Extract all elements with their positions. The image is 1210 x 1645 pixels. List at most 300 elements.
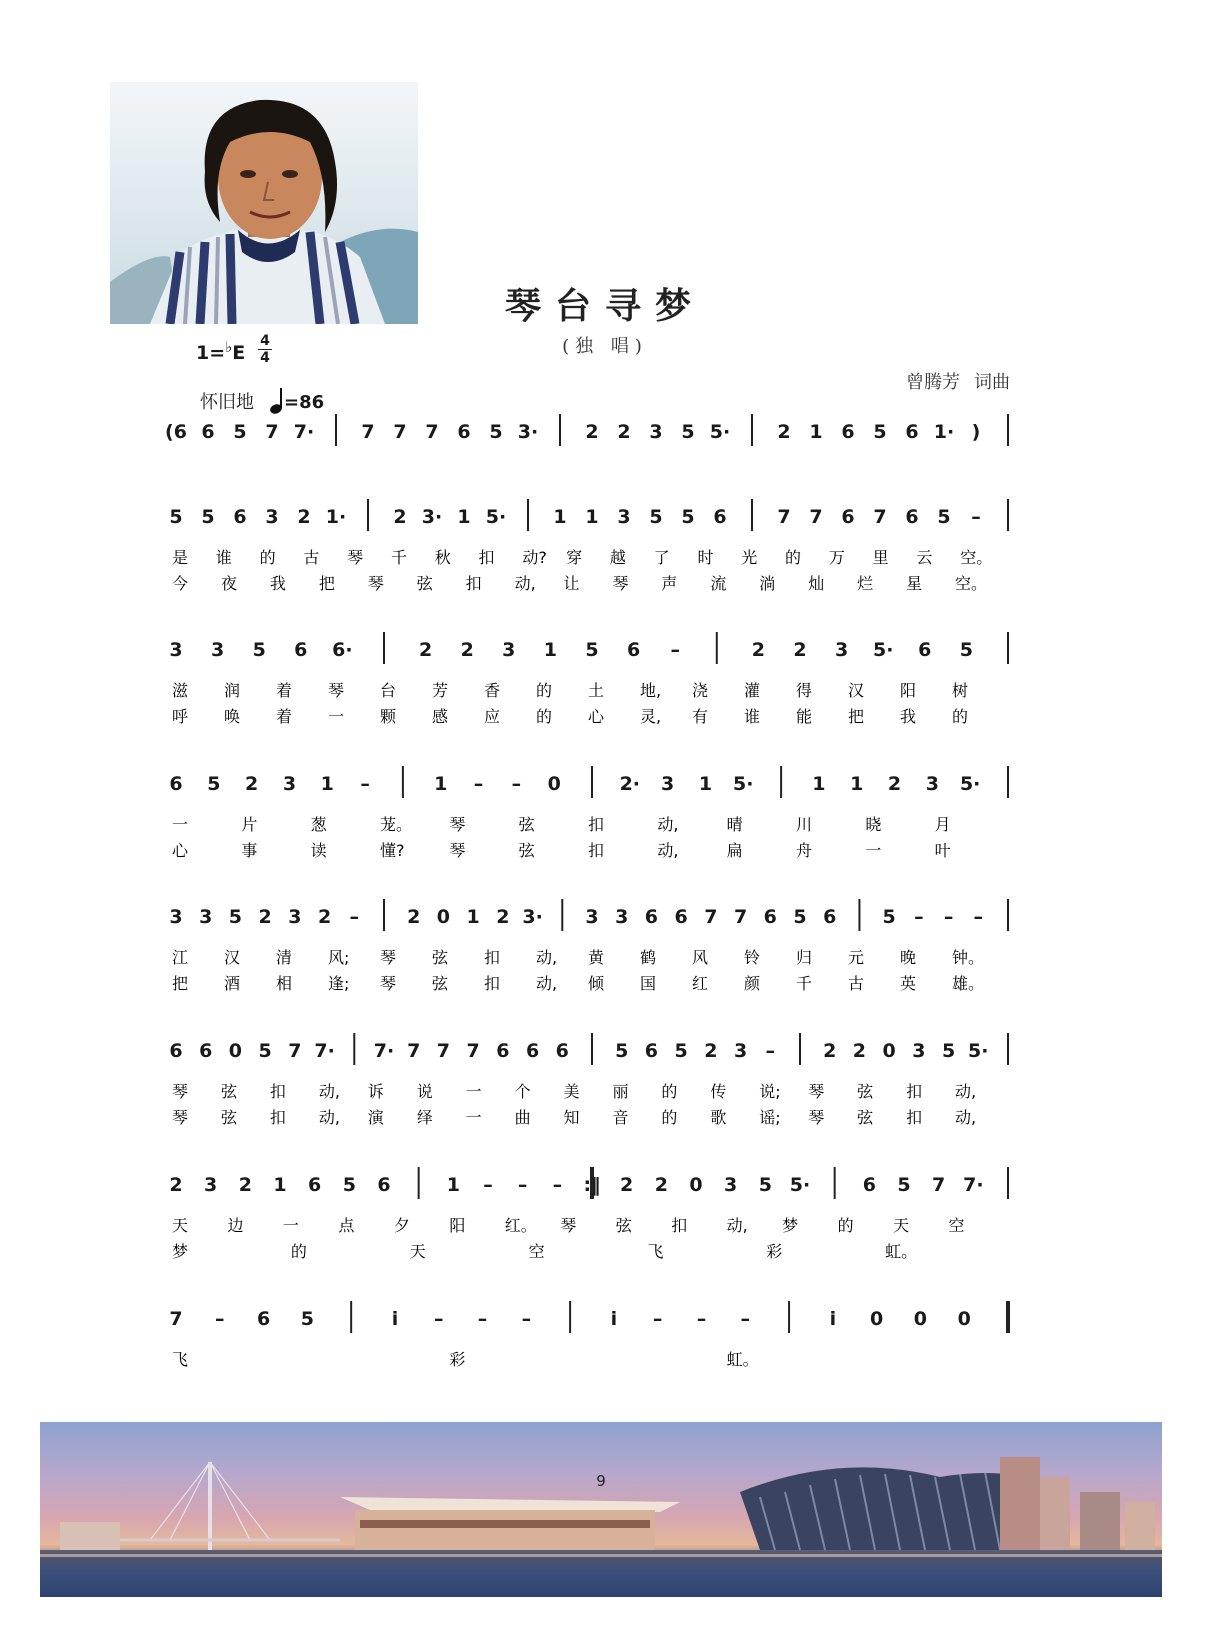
lyric-verse-1: 红。 — [504, 1216, 537, 1235]
lyric-verse-1: 天 — [172, 1216, 189, 1235]
lyric-verse-1: 琴 — [172, 1082, 189, 1101]
lyric-verse-2: 事 — [241, 841, 258, 860]
note: 2 — [823, 1040, 837, 1062]
note: 3· — [421, 506, 443, 528]
note: 1 — [812, 773, 826, 795]
lyric-verse-2: 今 — [172, 574, 189, 593]
score-line — [165, 414, 1008, 446]
lyric-verse-2: 的 — [290, 1242, 307, 1261]
score-line — [169, 1167, 1008, 1261]
lyric-verse-1: 茏。 — [380, 815, 413, 834]
note: – — [914, 906, 924, 928]
lyric-verse-2: 雄。 — [952, 974, 985, 993]
lyric-verse-2: 酒 — [224, 974, 241, 993]
note: 1· — [325, 506, 347, 528]
lyric-verse-2: 一 — [865, 841, 882, 860]
lyric-verse-2: 动, — [514, 574, 536, 593]
lyric-verse-2: 让 — [563, 574, 580, 593]
note: 2 — [777, 421, 791, 443]
note: 6 — [862, 1174, 876, 1196]
note: 6 — [823, 906, 837, 928]
lyric-verse-2: 烂 — [857, 574, 874, 593]
lyric-verse-2: 星 — [906, 574, 923, 593]
lyric-verse-2: 扣 — [269, 1108, 286, 1127]
note: 2 — [317, 906, 332, 928]
lyric-verse-2: 扣 — [484, 974, 501, 993]
note: 7 — [169, 1308, 183, 1330]
note: 6 — [626, 639, 641, 661]
note: 3 — [199, 906, 213, 928]
lyric-verse-1: 扣 — [478, 548, 495, 567]
note: 5· — [709, 421, 731, 443]
lyric-verse-2: 梦 — [172, 1242, 189, 1261]
note: 5 — [873, 421, 887, 443]
note: 6 — [201, 421, 215, 443]
note: 5 — [937, 506, 951, 528]
note: 5 — [233, 421, 247, 443]
note: 6· — [332, 639, 353, 661]
lyric-verse-2: 飞 — [647, 1242, 664, 1261]
note: 2 — [258, 906, 272, 928]
note: – — [433, 1308, 444, 1330]
note: 2 — [852, 1040, 867, 1062]
note: 6 — [905, 421, 919, 443]
note: 6 — [169, 773, 183, 795]
lyric-verse-2: 着 — [276, 707, 293, 726]
note: 3 — [649, 421, 663, 443]
lyric-verse-2: 把 — [318, 574, 335, 593]
note: 7· — [293, 421, 315, 443]
note: 0 — [913, 1308, 928, 1330]
lyric-verse-1: 动, — [955, 1082, 977, 1101]
lyric-verse-1: 里 — [872, 548, 889, 567]
note: (6 — [165, 421, 187, 443]
tempo-value: =86 — [284, 392, 325, 413]
lyric-verse-1: 古 — [303, 548, 320, 567]
lyric-verse-1: 弦 — [615, 1216, 632, 1235]
note: 2 — [620, 1174, 634, 1196]
lyric-verse-2: 动, — [536, 974, 558, 993]
lyric-verse-1: 说 — [416, 1082, 433, 1101]
lyric-verse-2: 动, — [657, 841, 679, 860]
note: 7 — [393, 421, 407, 443]
lyric-verse-1: 琴 — [560, 1216, 577, 1235]
lyric-verse-2: 扣 — [906, 1108, 923, 1127]
lyric-verse-1: 汉 — [224, 948, 241, 967]
lyric-verse-2: 心 — [588, 707, 605, 726]
lyric-verse-2: 倾 — [588, 974, 605, 993]
lyric-verse-2: 琴 — [367, 574, 384, 593]
lyric-verse-2: 琴 — [449, 841, 466, 860]
score-line — [169, 1033, 1008, 1127]
lyric-verse-2: 歌 — [710, 1108, 727, 1127]
lyric-verse-1: 浇 — [692, 681, 709, 700]
lyric-verse-2: 国 — [640, 974, 657, 993]
note: 5 — [793, 906, 807, 928]
lyric-verse-1: 芳 — [432, 681, 449, 700]
note: – — [552, 1174, 563, 1196]
lyric-verse-2: 淌 — [759, 574, 776, 593]
lyric-verse-1: 虹。 — [726, 1350, 759, 1369]
lyric-verse-2: 灵, — [640, 707, 662, 726]
lyric-verse-2: 动, — [318, 1108, 340, 1127]
note: 3 — [661, 773, 675, 795]
lyric-verse-1: 说; — [759, 1082, 781, 1101]
note: 2 — [617, 421, 631, 443]
lyric-verse-1: 灌 — [744, 681, 761, 700]
lyric-verse-2: 我 — [269, 574, 286, 593]
note: 5 — [882, 906, 896, 928]
note: 6 — [457, 421, 471, 443]
note: 5· — [959, 773, 981, 795]
note: 7 — [265, 421, 279, 443]
note: 1 — [809, 421, 823, 443]
note: – — [473, 773, 484, 795]
lyric-verse-1: 弦 — [220, 1082, 237, 1101]
footer-banner — [40, 1422, 1162, 1597]
note: 3 — [288, 906, 302, 928]
lyric-verse-1: 一 — [172, 815, 189, 834]
lyric-verse-1: 美 — [563, 1082, 580, 1101]
lyric-verse-1: 晴 — [726, 815, 743, 834]
note: 2 — [751, 639, 766, 661]
lyric-verse-1: 动, — [726, 1216, 748, 1235]
lyric-verse-2: 弦 — [416, 574, 433, 593]
note: 5· — [968, 1040, 989, 1062]
note: 5 — [941, 1040, 956, 1062]
lyric-verse-1: 黄 — [588, 948, 605, 967]
note: 3 — [733, 1040, 748, 1062]
note: 6 — [525, 1040, 540, 1062]
note: 0 — [689, 1174, 703, 1196]
lyric-verse-1: 树 — [952, 681, 969, 700]
lyric-verse-1: 晓 — [865, 815, 882, 834]
note: 3 — [724, 1174, 738, 1196]
lyric-verse-1: 天 — [893, 1216, 910, 1235]
lyric-verse-1: 琴 — [347, 548, 364, 567]
note: 1 — [553, 506, 567, 528]
lyric-verse-1: 元 — [848, 948, 865, 967]
key-prefix: 1= — [196, 342, 226, 364]
lyric-verse-2: 颜 — [744, 974, 761, 993]
note: 3 — [282, 773, 297, 795]
lyric-verse-1: 阳 — [900, 681, 917, 700]
lyric-verse-2: 英 — [900, 974, 917, 993]
note: 6 — [841, 506, 855, 528]
note: 5 — [585, 639, 599, 661]
note: 3 — [204, 1174, 218, 1196]
lyric-verse-1: 琴 — [449, 815, 466, 834]
note: – — [215, 1308, 225, 1330]
note: 3· — [517, 421, 539, 443]
note: 3 — [585, 906, 599, 928]
lyric-verse-1: 归 — [796, 948, 813, 967]
lyric-verse-1: 动? — [522, 548, 547, 567]
note: 5 — [300, 1308, 314, 1330]
note: 2 — [585, 421, 599, 443]
lyric-verse-1: 的 — [837, 1216, 854, 1235]
note: 6 — [713, 506, 727, 528]
page-number: 9 — [596, 1472, 606, 1490]
note: 3 — [834, 639, 849, 661]
note: 5 — [615, 1040, 629, 1062]
lyric-verse-1: 的 — [259, 548, 276, 567]
lyric-verse-1: 万 — [828, 548, 845, 567]
note: i — [829, 1308, 837, 1330]
note: 2 — [245, 773, 259, 795]
lyric-verse-2: 懂? — [380, 841, 405, 860]
note: – — [477, 1308, 488, 1330]
lyric-verse-1: 梦 — [782, 1216, 799, 1235]
lyric-verse-2: 灿 — [808, 574, 825, 593]
lyric-verse-2: 琴 — [808, 1108, 825, 1127]
note: – — [696, 1308, 707, 1330]
note: 0 — [882, 1040, 896, 1062]
lyric-verse-1: 扣 — [484, 948, 501, 967]
note: 7· — [373, 1040, 395, 1062]
lyric-verse-1: 动, — [318, 1082, 340, 1101]
lyric-verse-1: 琴 — [380, 948, 397, 967]
note: 3 — [615, 906, 629, 928]
note: – — [360, 773, 370, 795]
lyric-verse-2: 琴 — [172, 1108, 189, 1127]
note: – — [517, 1174, 528, 1196]
note: 7 — [466, 1040, 480, 1062]
note: – — [521, 1308, 532, 1330]
lyric-verse-1: 弦 — [857, 1082, 874, 1101]
lyric-verse-1: 弦 — [432, 948, 449, 967]
lyric-verse-1: 云 — [916, 548, 933, 567]
lyric-verse-1: 动, — [657, 815, 679, 834]
lyric-verse-2: 扣 — [465, 574, 482, 593]
note: 3 — [912, 1040, 926, 1062]
lyric-verse-2: 空。 — [955, 574, 988, 593]
lyric-verse-1: 滋 — [172, 681, 189, 700]
lyric-verse-2: 心 — [172, 841, 189, 860]
lyric-verse-2: 音 — [612, 1108, 629, 1127]
note: 6 — [294, 639, 308, 661]
note: – — [511, 773, 522, 795]
note: 5 — [674, 1040, 688, 1062]
lyric-verse-1: 穿 — [566, 548, 583, 567]
note: 6 — [169, 1040, 183, 1062]
note: 5 — [649, 506, 663, 528]
note: – — [483, 1174, 493, 1196]
lyric-verse-1: 清 — [276, 948, 293, 967]
note: – — [652, 1308, 663, 1330]
lyric-verse-2: 唤 — [224, 707, 241, 726]
note: – — [670, 639, 680, 661]
note: 6 — [918, 639, 932, 661]
lyric-verse-1: 秋 — [434, 548, 451, 567]
note: 7 — [425, 421, 439, 443]
note: 6 — [377, 1174, 391, 1196]
lyric-verse-2: 一 — [328, 707, 345, 726]
lyric-verse-2: 谣; — [759, 1108, 781, 1127]
note: 7· — [314, 1040, 335, 1062]
lyric-verse-1: 土 — [588, 681, 605, 700]
lyric-verse-1: 个 — [514, 1082, 531, 1101]
note: 6 — [841, 421, 855, 443]
note: 5 — [959, 639, 974, 661]
lyric-verse-2: 弦 — [220, 1108, 237, 1127]
note: 5 — [201, 506, 215, 528]
note: 5· — [485, 506, 507, 528]
lyric-verse-1: 鹤 — [640, 948, 657, 967]
note: 2 — [169, 1174, 183, 1196]
lyric-verse-1: 阳 — [449, 1216, 466, 1235]
lyric-verse-1: 地, — [640, 681, 662, 700]
note: 6 — [644, 906, 659, 928]
lyric-verse-2: 有 — [692, 707, 709, 726]
note: 1 — [446, 1174, 460, 1196]
lyric-verse-1: 琴 — [328, 681, 345, 700]
lyric-verse-2: 虹。 — [885, 1242, 918, 1261]
note: 7 — [436, 1040, 451, 1062]
note: 5· — [733, 773, 754, 795]
lyric-verse-2: 把 — [848, 707, 865, 726]
lyric-verse-1: 丽 — [612, 1082, 629, 1101]
note: 3 — [169, 639, 183, 661]
note: 6 — [905, 506, 919, 528]
lyric-verse-2: 夜 — [220, 574, 237, 593]
time-signature-bottom: 4 — [260, 350, 270, 366]
note: – — [973, 906, 984, 928]
note: 6 — [763, 906, 777, 928]
lyric-verse-1: 扣 — [588, 815, 605, 834]
note: 1 — [457, 506, 471, 528]
note: 5 — [207, 773, 221, 795]
lyric-verse-2: 叶 — [934, 841, 951, 860]
note: 5 — [489, 421, 503, 443]
note: 1 — [698, 773, 713, 795]
lyric-verse-1: 诉 — [367, 1082, 384, 1101]
lyric-verse-2: 彩 — [766, 1242, 783, 1261]
lyric-verse-2: 琴 — [612, 574, 629, 593]
note: 3 — [617, 506, 631, 528]
note: 0 — [547, 773, 561, 795]
note: 7 — [361, 421, 375, 443]
time-signature-top: 4 — [260, 333, 270, 349]
lyric-verse-2: 一 — [465, 1108, 482, 1127]
lyric-verse-1: 越 — [609, 548, 626, 567]
note: – — [943, 906, 954, 928]
score-line — [169, 499, 1008, 593]
lyric-verse-2: 弦 — [432, 974, 449, 993]
score-line — [169, 632, 1008, 726]
lyric-verse-2: 感 — [432, 707, 449, 726]
note: 3 — [265, 506, 279, 528]
note: 5 — [758, 1174, 772, 1196]
note: 2 — [496, 906, 510, 928]
note: 7 — [777, 506, 791, 528]
lyric-verse-2: 颗 — [380, 707, 397, 726]
note: 5 — [897, 1174, 911, 1196]
lyric-verse-1: 的 — [536, 681, 553, 700]
lyric-verse-2: 流 — [710, 574, 727, 593]
lyric-verse-1: 铃 — [744, 948, 761, 967]
lyric-verse-1: 夕 — [393, 1216, 410, 1235]
lyric-verse-1: 风; — [328, 948, 350, 967]
lyric-verse-1: 台 — [380, 681, 397, 700]
lyric-verse-2: 知 — [563, 1108, 580, 1127]
lyric-verse-2: 应 — [484, 707, 501, 726]
note: 3 — [502, 639, 516, 661]
lyric-verse-2: 舟 — [796, 841, 813, 860]
note: 7 — [704, 906, 718, 928]
lyric-verse-1: 的 — [785, 548, 802, 567]
lyric-verse-2: 曲 — [514, 1108, 531, 1127]
lyric-verse-2: 的 — [536, 707, 553, 726]
lyric-verse-1: 谁 — [215, 548, 232, 567]
note: 5 — [681, 421, 695, 443]
note: 1 — [320, 773, 334, 795]
composer-role: 词曲 — [974, 372, 1010, 393]
note: – — [971, 506, 981, 528]
lyric-verse-1: 了 — [653, 548, 670, 567]
lyric-verse-1: 光 — [741, 548, 758, 567]
lyric-verse-1: 动, — [536, 948, 558, 967]
lyric-verse-2: 空 — [528, 1242, 545, 1261]
note: 2 — [460, 639, 474, 661]
note: 1 — [585, 506, 599, 528]
lyric-verse-2: 读 — [310, 841, 327, 860]
barline-glyph: :‖ — [583, 1174, 601, 1196]
lyric-verse-1: 弦 — [518, 815, 535, 834]
lyric-verse-2: 古 — [848, 974, 865, 993]
lyric-verse-2: 的 — [661, 1108, 678, 1127]
note: 7 — [809, 506, 823, 528]
note: 3 — [169, 906, 183, 928]
lyric-verse-1: 的 — [661, 1082, 678, 1101]
note: – — [765, 1040, 776, 1062]
note: 2 — [407, 906, 421, 928]
note: 6 — [496, 1040, 510, 1062]
note: 0 — [436, 906, 451, 928]
note: 0 — [228, 1040, 243, 1062]
lyric-verse-2: 演 — [367, 1108, 384, 1127]
lyric-verse-1: 扣 — [269, 1082, 286, 1101]
lyric-verse-1: 江 — [172, 948, 189, 967]
lyric-verse-2: 声 — [661, 574, 678, 593]
note: 5 — [342, 1174, 356, 1196]
lyric-verse-2: 琴 — [380, 974, 397, 993]
score-line — [169, 766, 1008, 860]
note: 2 — [297, 506, 311, 528]
lyric-verse-1: 边 — [227, 1216, 244, 1235]
lyric-verse-1: 月 — [934, 815, 951, 834]
lyric-verse-1: 琴 — [808, 1082, 825, 1101]
lyric-verse-2: 红 — [692, 974, 709, 993]
note: 5 — [169, 506, 183, 528]
note: 0 — [957, 1308, 971, 1330]
lyric-verse-1: 片 — [241, 815, 258, 834]
note: 5· — [872, 639, 894, 661]
lyric-verse-2: 弦 — [518, 841, 535, 860]
lyric-verse-2: 扣 — [588, 841, 605, 860]
lyric-verse-2: 我 — [900, 707, 917, 726]
lyric-verse-1: 风 — [692, 948, 709, 967]
note: 2· — [619, 773, 641, 795]
lyric-verse-1: 葱 — [310, 815, 327, 834]
lyric-verse-1: 着 — [276, 681, 293, 700]
lyric-verse-1: 汉 — [848, 681, 865, 700]
lyric-verse-2: 扁 — [726, 841, 743, 860]
composer-name: 曾腾芳 — [906, 372, 960, 393]
lyric-verse-1: 是 — [172, 548, 189, 567]
score-line — [169, 899, 1008, 993]
lyric-verse-1: 空 — [948, 1216, 965, 1235]
